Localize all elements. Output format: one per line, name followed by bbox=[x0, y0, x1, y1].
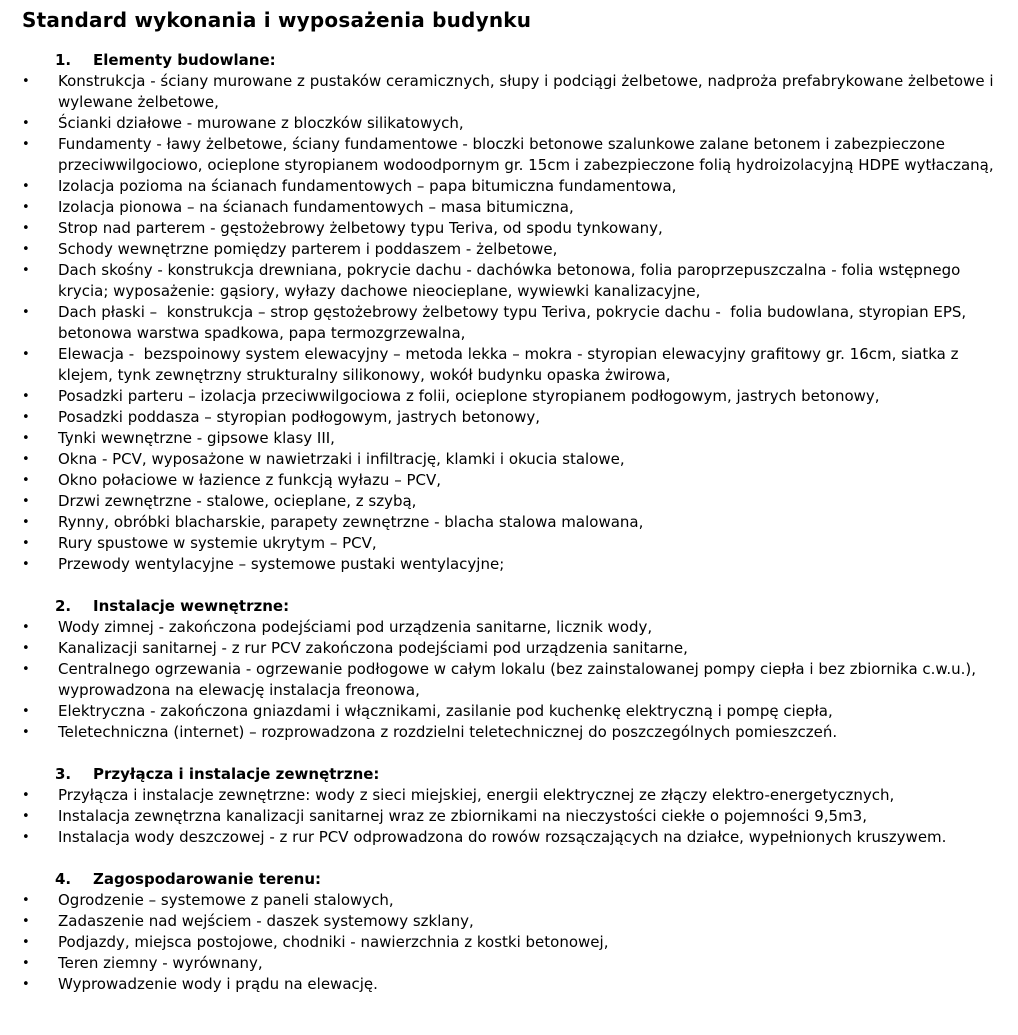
section-number: 1. bbox=[55, 51, 72, 69]
list-item-text: Elewacja - bezspoinowy system elewacyjny – metoda lekka – mokra - styropian elewacyjny grafitowy gr. 16cm, siatka z klejem, tynk zewnętrzny strukturalny silikonowy, wokół budynku opaska żwirowa, bbox=[58, 345, 964, 384]
bullet-icon: • bbox=[22, 221, 30, 236]
list-item bbox=[22, 512, 996, 533]
list-item bbox=[22, 638, 996, 659]
list-item-text: Instalacja zewnętrzna kanalizacji sanitarnej wraz ze zbiornikami na nieczystości ciekłe o pojemności 9,5m3, bbox=[58, 807, 867, 825]
bullet-icon: • bbox=[22, 431, 30, 446]
bullet-list bbox=[22, 785, 996, 848]
list-item bbox=[22, 260, 996, 302]
sections-container bbox=[22, 50, 999, 995]
bullet-list bbox=[22, 71, 999, 575]
list-item-text: Przyłącza i instalacje zewnętrzne: wody z sieci miejskiej, energii elektrycznej ze złączy elektro-energetycznych, bbox=[58, 786, 895, 804]
bullet-icon: • bbox=[22, 977, 30, 992]
list-item-text: Izolacja pionowa – na ścianach fundamentowych – masa bitumiczna, bbox=[58, 198, 574, 216]
list-item-text: Okna - PCV, wyposażone w nawietrzaki i infiltrację, klamki i okucia stalowe, bbox=[58, 450, 625, 468]
list-item-text: Ścianki działowe - murowane z bloczków silikatowych, bbox=[58, 114, 464, 132]
list-item bbox=[22, 407, 996, 428]
bullet-icon: • bbox=[22, 536, 30, 551]
bullet-icon: • bbox=[22, 179, 30, 194]
list-item bbox=[22, 302, 996, 344]
list-item-text: Kanalizacji sanitarnej - z rur PCV zakończona podejściami pod urządzenia sanitarne, bbox=[58, 639, 688, 657]
bullet-list bbox=[22, 617, 996, 743]
list-item bbox=[22, 197, 996, 218]
list-item-text: Fundamenty - ławy żelbetowe, ściany fundamentowe - bloczki betonowe szalunkowe zalane betonem i zabezpieczone przeciwwilgociowo, ocieplone styropianem wodoodpornym gr. 15cm i zabezpieczone folią hydroizolacyjną HDPE wytłaczaną, bbox=[58, 135, 994, 174]
bullet-icon: • bbox=[22, 410, 30, 425]
bullet-icon: • bbox=[22, 74, 30, 89]
bullet-icon: • bbox=[22, 557, 30, 572]
list-item bbox=[22, 659, 996, 701]
list-item bbox=[22, 722, 996, 743]
list-item bbox=[22, 386, 996, 407]
list-item-text: Wyprowadzenie wody i prądu na elewację. bbox=[58, 975, 378, 993]
list-item-text: Izolacja pozioma na ścianach fundamentowych – papa bitumiczna fundamentowa, bbox=[58, 177, 677, 195]
bullet-icon: • bbox=[22, 305, 30, 320]
list-item bbox=[22, 701, 996, 722]
bullet-icon: • bbox=[22, 347, 30, 362]
bullet-list bbox=[22, 890, 996, 995]
list-item-text: Rynny, obróbki blacharskie, parapety zewnętrzne - blacha stalowa malowana, bbox=[58, 513, 644, 531]
bullet-icon: • bbox=[22, 893, 30, 908]
section-heading bbox=[22, 869, 996, 890]
bullet-icon: • bbox=[22, 620, 30, 635]
section-heading bbox=[22, 764, 996, 785]
section-2 bbox=[22, 596, 996, 743]
list-item bbox=[22, 932, 996, 953]
list-item bbox=[22, 176, 996, 197]
list-item bbox=[22, 974, 996, 995]
bullet-icon: • bbox=[22, 452, 30, 467]
section-number: 2. bbox=[55, 597, 72, 615]
section-4 bbox=[22, 869, 996, 995]
list-item-text: Przewody wentylacyjne – systemowe pustaki wentylacyjne; bbox=[58, 555, 505, 573]
list-item bbox=[22, 911, 996, 932]
bullet-icon: • bbox=[22, 914, 30, 929]
list-item-text: Drzwi zewnętrzne - stalowe, ocieplane, z szybą, bbox=[58, 492, 417, 510]
list-item bbox=[22, 890, 996, 911]
bullet-icon: • bbox=[22, 935, 30, 950]
bullet-icon: • bbox=[22, 641, 30, 656]
list-item-text: Konstrukcja - ściany murowane z pustaków ceramicznych, słupy i podciągi żelbetowe, nadproża prefabrykowane żelbetowe i wylewane żelbetowe, bbox=[58, 72, 999, 111]
list-item-text: Podjazdy, miejsca postojowe, chodniki - nawierzchnia z kostki betonowej, bbox=[58, 933, 609, 951]
section-number: 3. bbox=[55, 765, 72, 783]
bullet-icon: • bbox=[22, 830, 30, 845]
list-item bbox=[22, 113, 996, 134]
bullet-icon: • bbox=[22, 263, 30, 278]
list-item-text: Centralnego ogrzewania - ogrzewanie podłogowe w całym lokalu (bez zainstalowanej pompy ciepła i bez zbiornika c.w.u.), wyprowadzona na elewację instalacja freonowa, bbox=[58, 660, 981, 699]
list-item bbox=[22, 470, 996, 491]
list-item-text: Strop nad parterem - gęstożebrowy żelbetowy typu Teriva, od spodu tynkowany, bbox=[58, 219, 663, 237]
list-item-text: Schody wewnętrzne pomiędzy parterem i poddaszem - żelbetowe, bbox=[58, 240, 558, 258]
bullet-icon: • bbox=[22, 116, 30, 131]
list-item-text: Dach skośny - konstrukcja drewniana, pokrycie dachu - dachówka betonowa, folia paroprzepuszczalna - folia wstępnego krycia; wyposażenie: gąsiory, wyłazy dachowe nieocieplane, wywiewki kanalizacyjne, bbox=[58, 261, 966, 300]
section-heading bbox=[22, 596, 996, 617]
list-item-text: Rury spustowe w systemie ukrytym – PCV, bbox=[58, 534, 377, 552]
bullet-icon: • bbox=[22, 662, 30, 677]
list-item-text: Okno połaciowe w łazience z funkcją wyłazu – PCV, bbox=[58, 471, 442, 489]
list-item bbox=[22, 953, 996, 974]
section-heading bbox=[22, 50, 996, 71]
list-item bbox=[22, 134, 996, 176]
bullet-icon: • bbox=[22, 809, 30, 824]
list-item bbox=[22, 827, 996, 848]
bullet-icon: • bbox=[22, 137, 30, 152]
section-1 bbox=[22, 50, 999, 575]
list-item-text: Instalacja wody deszczowej - z rur PCV odprowadzona do rowów rozsączających na działce, wypełnionych kruszywem. bbox=[58, 828, 947, 846]
section-title: Instalacje wewnętrzne: bbox=[93, 597, 290, 615]
list-item bbox=[22, 344, 996, 386]
list-item-text: Teletechniczna (internet) – rozprowadzona z rozdzielni teletechnicznej do poszczególnych pomieszczeń. bbox=[58, 723, 838, 741]
bullet-icon: • bbox=[22, 788, 30, 803]
list-item-text: Tynki wewnętrzne - gipsowe klasy III, bbox=[58, 429, 335, 447]
list-item-text: Ogrodzenie – systemowe z paneli stalowych, bbox=[58, 891, 394, 909]
list-item bbox=[22, 239, 996, 260]
list-item-text: Dach płaski – konstrukcja – strop gęstożebrowy żelbetowy typu Teriva, pokrycie dachu - folia budowlana, styropian EPS, betonowa warstwa spadkowa, papa termozgrzewalna, bbox=[58, 303, 971, 342]
list-item bbox=[22, 71, 999, 113]
bullet-icon: • bbox=[22, 473, 30, 488]
bullet-icon: • bbox=[22, 725, 30, 740]
list-item-text: Posadzki parteru – izolacja przeciwwilgociowa z folii, ocieplone styropianem podłogowym, jastrych betonowy, bbox=[58, 387, 880, 405]
list-item bbox=[22, 554, 996, 575]
list-item bbox=[22, 449, 996, 470]
section-3 bbox=[22, 764, 996, 848]
list-item bbox=[22, 785, 996, 806]
bullet-icon: • bbox=[22, 956, 30, 971]
list-item bbox=[22, 218, 996, 239]
bullet-icon: • bbox=[22, 389, 30, 404]
page-title: Standard wykonania i wyposażenia budynku bbox=[22, 8, 532, 32]
bullet-icon: • bbox=[22, 704, 30, 719]
list-item-text: Zadaszenie nad wejściem - daszek systemowy szklany, bbox=[58, 912, 474, 930]
section-number: 4. bbox=[55, 870, 72, 888]
list-item bbox=[22, 428, 996, 449]
bullet-icon: • bbox=[22, 200, 30, 215]
section-title: Elementy budowlane: bbox=[93, 51, 276, 69]
section-title: Zagospodarowanie terenu: bbox=[93, 870, 322, 888]
list-item bbox=[22, 617, 996, 638]
list-item-text: Elektryczna - zakończona gniazdami i włącznikami, zasilanie pod kuchenkę elektryczną i pompę ciepła, bbox=[58, 702, 833, 720]
list-item-text: Teren ziemny - wyrównany, bbox=[58, 954, 263, 972]
list-item bbox=[22, 806, 996, 827]
section-title: Przyłącza i instalacje zewnętrzne: bbox=[93, 765, 380, 783]
list-item-text: Posadzki poddasza – styropian podłogowym, jastrych betonowy, bbox=[58, 408, 540, 426]
list-item bbox=[22, 533, 996, 554]
list-item-text: Wody zimnej - zakończona podejściami pod urządzenia sanitarne, licznik wody, bbox=[58, 618, 653, 636]
bullet-icon: • bbox=[22, 494, 30, 509]
bullet-icon: • bbox=[22, 515, 30, 530]
bullet-icon: • bbox=[22, 242, 30, 257]
list-item bbox=[22, 491, 996, 512]
